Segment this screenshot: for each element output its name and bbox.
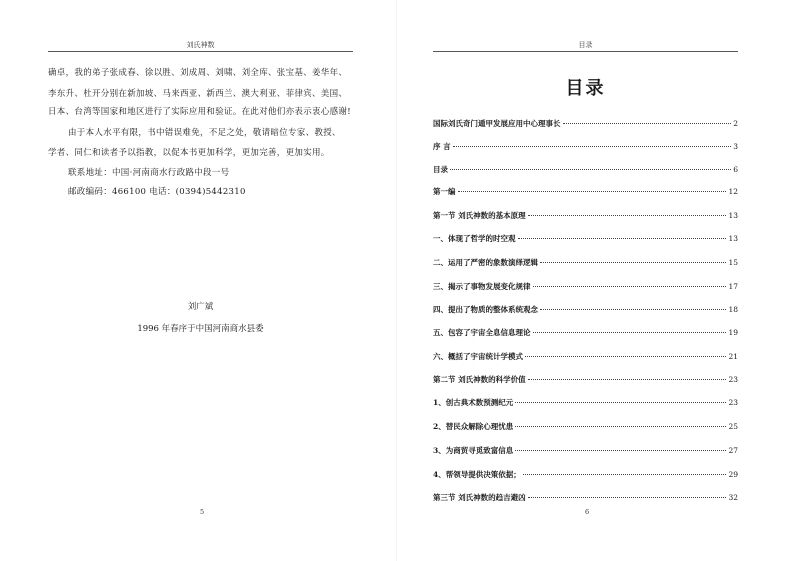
toc-entry[interactable] [433, 141, 738, 153]
toc-entry[interactable] [433, 445, 738, 457]
toc-leader-dots [525, 356, 726, 357]
toc-entry[interactable] [433, 327, 738, 339]
toc-leader-dots [533, 286, 727, 287]
toc-entry-page: 12 [728, 187, 738, 196]
toc-leader-dots [458, 191, 727, 192]
toc-entry-title: 1、创古典术数预测纪元 [433, 398, 514, 407]
toc-entry-page: 19 [728, 328, 738, 337]
toc-entry[interactable] [433, 351, 738, 363]
toc-entry[interactable] [433, 118, 738, 130]
toc-entry-title: 二、运用了严密的象数演绎逻辑 [433, 258, 538, 267]
toc-entry-title: 一、体现了哲学的时空观 [433, 234, 516, 243]
toc-entry-title: 4、帮领导提供决策依据； [433, 470, 521, 479]
toc-entry[interactable] [433, 397, 738, 409]
toc-entry-page: 13 [728, 234, 738, 243]
toc-leader-dots [453, 146, 732, 147]
body-line: 李东升、杜开分别在新加坡、马来西亚、新西兰、澳大利亚、菲律宾、美国、 [48, 89, 348, 99]
left-page [0, 0, 396, 561]
toc-leader-dots [540, 262, 726, 263]
toc-entry-page: 15 [728, 258, 738, 267]
toc-entry-title: 第三节 刘氏神数的趋吉避凶 [433, 493, 526, 502]
signature-date: 1996 年春序于中国河南商水县委 [137, 324, 264, 334]
toc-entry-title: 3、为商贸寻觅致富信息 [433, 446, 514, 455]
right-running-header: 目录 [578, 41, 593, 49]
toc-entry[interactable] [433, 210, 738, 222]
body-line: 日本、台湾等国家和地区进行了实际应用和验证。在此对他们亦表示衷心感谢! [48, 107, 351, 117]
left-running-header: 刘氏神数 [186, 41, 215, 49]
toc-entry-page: 29 [728, 470, 738, 479]
toc-entry-title: 三、揭示了事物发展变化规律 [433, 282, 531, 291]
body-line: 确卓，我的弟子张成春、徐以胜、刘成周、刘啸、刘全库、张宝基、姜华年、 [48, 68, 348, 78]
toc-leader-dots [540, 309, 726, 310]
toc-entry[interactable] [433, 421, 738, 433]
toc-entry-page: 21 [728, 352, 738, 361]
toc-entry[interactable] [433, 469, 738, 481]
toc-title: 目录 [565, 78, 606, 99]
toc-entry-page: 13 [728, 211, 738, 220]
signature-name: 刘广斌 [187, 302, 214, 312]
toc-entry-title: 五、包容了宇宙全息信息理论 [433, 328, 531, 337]
toc-entry-page: 2 [733, 119, 738, 128]
toc-entry-title: 序 言 [433, 142, 451, 151]
toc-leader-dots [533, 332, 727, 333]
contact-postcode-phone: 邮政编码：466100 电话：(0394)5442310 [68, 187, 246, 197]
toc-entry[interactable] [433, 186, 738, 198]
body-line: 学者、同仁和读者予以指教，以促本书更加科学，更加完善，更加实用。 [48, 148, 330, 158]
toc-entry[interactable] [433, 492, 738, 504]
left-page-number: 5 [200, 508, 205, 516]
contact-address: 联系地址：中国·河南商水行政路中段一号 [68, 168, 230, 178]
toc-entry-page: 17 [728, 282, 738, 291]
toc-entry[interactable] [433, 374, 738, 386]
toc-entry-page: 6 [733, 165, 738, 174]
toc-entry[interactable] [433, 233, 738, 245]
toc-leader-dots [450, 169, 731, 170]
toc-entry-title: 国际刘氏奇门遁甲发展应用中心理事长 [433, 119, 561, 128]
toc-entry[interactable] [433, 257, 738, 269]
toc-leader-dots [528, 497, 727, 498]
toc-leader-dots [515, 450, 726, 451]
toc-leader-dots [528, 215, 727, 216]
toc-entry-page: 23 [728, 375, 738, 384]
toc-entry-title: 目录 [433, 165, 448, 174]
toc-leader-dots [518, 238, 727, 239]
right-header-rule [433, 51, 738, 52]
right-page-number: 6 [585, 508, 590, 516]
toc-entry-page: 18 [728, 305, 738, 314]
toc-entry-page: 25 [728, 422, 738, 431]
toc-entry-title: 第一节 刘氏神数的基本原理 [433, 211, 526, 220]
toc-entry-title: 2、替民众解除心理忧患 [433, 422, 514, 431]
toc-entry[interactable] [433, 281, 738, 293]
toc-entry-title: 六、概括了宇宙统计学模式 [433, 352, 523, 361]
toc-leader-dots [528, 379, 727, 380]
toc-leader-dots [515, 426, 726, 427]
toc-entry-title: 第二节 刘氏神数的科学价值 [433, 375, 526, 384]
toc-entry-title: 四、提出了物质的整体系统观念 [433, 305, 538, 314]
left-header-rule [48, 51, 353, 52]
toc-entry-page: 32 [728, 493, 738, 502]
toc-entry-title: 第一编 [433, 187, 456, 196]
toc-leader-dots [563, 123, 732, 124]
body-line: 由于本人水平有限，书中错误难免，不足之处，敬请暗位专家、教授、 [68, 128, 341, 138]
toc-leader-dots [515, 402, 726, 403]
toc-entry-page: 3 [733, 142, 738, 151]
toc-leader-dots [523, 474, 727, 475]
right-page [397, 0, 793, 561]
toc-entry-page: 27 [728, 446, 738, 455]
toc-entry[interactable] [433, 164, 738, 176]
toc-entry-page: 23 [728, 398, 738, 407]
toc-entry[interactable] [433, 304, 738, 316]
